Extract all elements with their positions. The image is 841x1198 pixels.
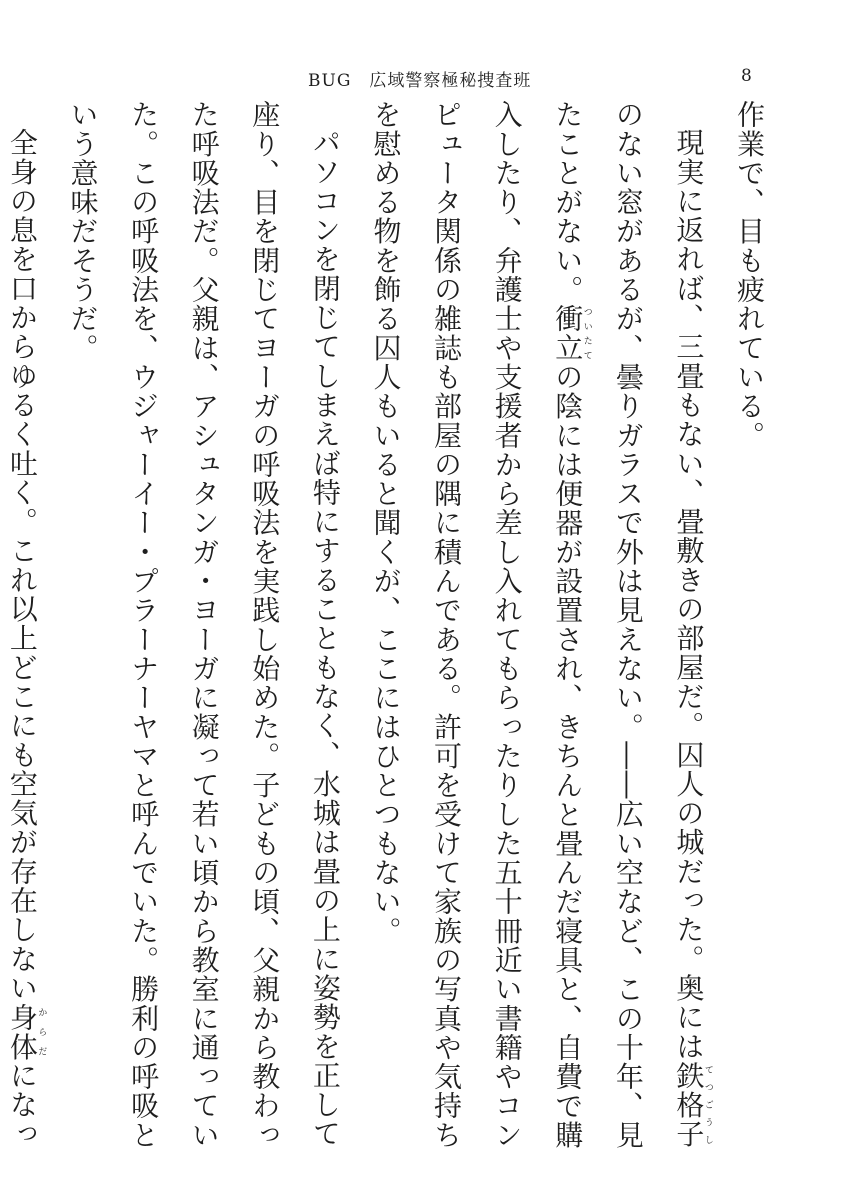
ruby-base: 立 — [551, 333, 585, 363]
running-title: BUG 広域警察極秘捜査班 — [308, 71, 532, 91]
text-segment: 現実に返れば、三畳もない、畳敷きの部屋だ。囚人の城だった。奥には — [672, 128, 706, 1061]
paragraph-4 — [0, 100, 52, 1160]
ruby-word — [551, 333, 592, 363]
text-segment: のない窓があるが、曇りガラスで外は見えない。――広い空など、この十年、見たことがない。 — [551, 100, 645, 1150]
ruby-base: 鉄格子 — [672, 1060, 706, 1149]
ruby-word — [672, 1060, 713, 1149]
ruby-base: 衝 — [551, 304, 585, 334]
ruby-base: 身体 — [5, 1002, 39, 1061]
body-text — [5, 100, 779, 1160]
paragraph-3 — [52, 100, 355, 1160]
running-head — [0, 66, 841, 90]
paragraph-1 — [718, 100, 779, 1160]
text-segment: 全身の息を口からゆるく吐く。これ以上どこにも空気が存在しない — [5, 128, 39, 1003]
ruby-reading: つい — [581, 304, 592, 334]
ruby-reading: たて — [581, 333, 592, 363]
text-segment: パソコンを閉じてしまえば特にすることもなく、水城は畳の上に姿勢を正して座り、目を閉じてヨーガの呼吸法を実践し始めた。子どもの頃、父親から教わった呼吸法だ。父親は、アシュタンガ・ヨーガに凝って若い頃から教室に通っていた。この呼吸法を、ウジャーイー・プラーナーヤマと呼んでいた。勝利の呼吸という意味だそうだ。 — [66, 100, 342, 1150]
ruby-word — [551, 304, 592, 334]
paragraph-2 — [355, 100, 719, 1160]
ruby-reading: からだ — [36, 1002, 47, 1061]
text-segment: 作業で、目も疲れている。 — [733, 100, 766, 450]
page-number: 8 — [741, 66, 753, 86]
ruby-reading: てつごうし — [702, 1060, 713, 1149]
text-segment: になっ — [5, 1060, 39, 1149]
ruby-word — [5, 1002, 47, 1061]
text-segment: の陰には便器が設置され、きちんと畳んだ寝具と、自費で購入したり、弁護士や支援者から差し入れてもらったりした五十冊近い書籍やコンピュータ関係の雑誌も部屋の隅に積んである。許可を受けて家族の写真や気持ちを慰める物を飾る囚人もいると聞くが、ここにはひとつもない。 — [369, 100, 585, 1150]
